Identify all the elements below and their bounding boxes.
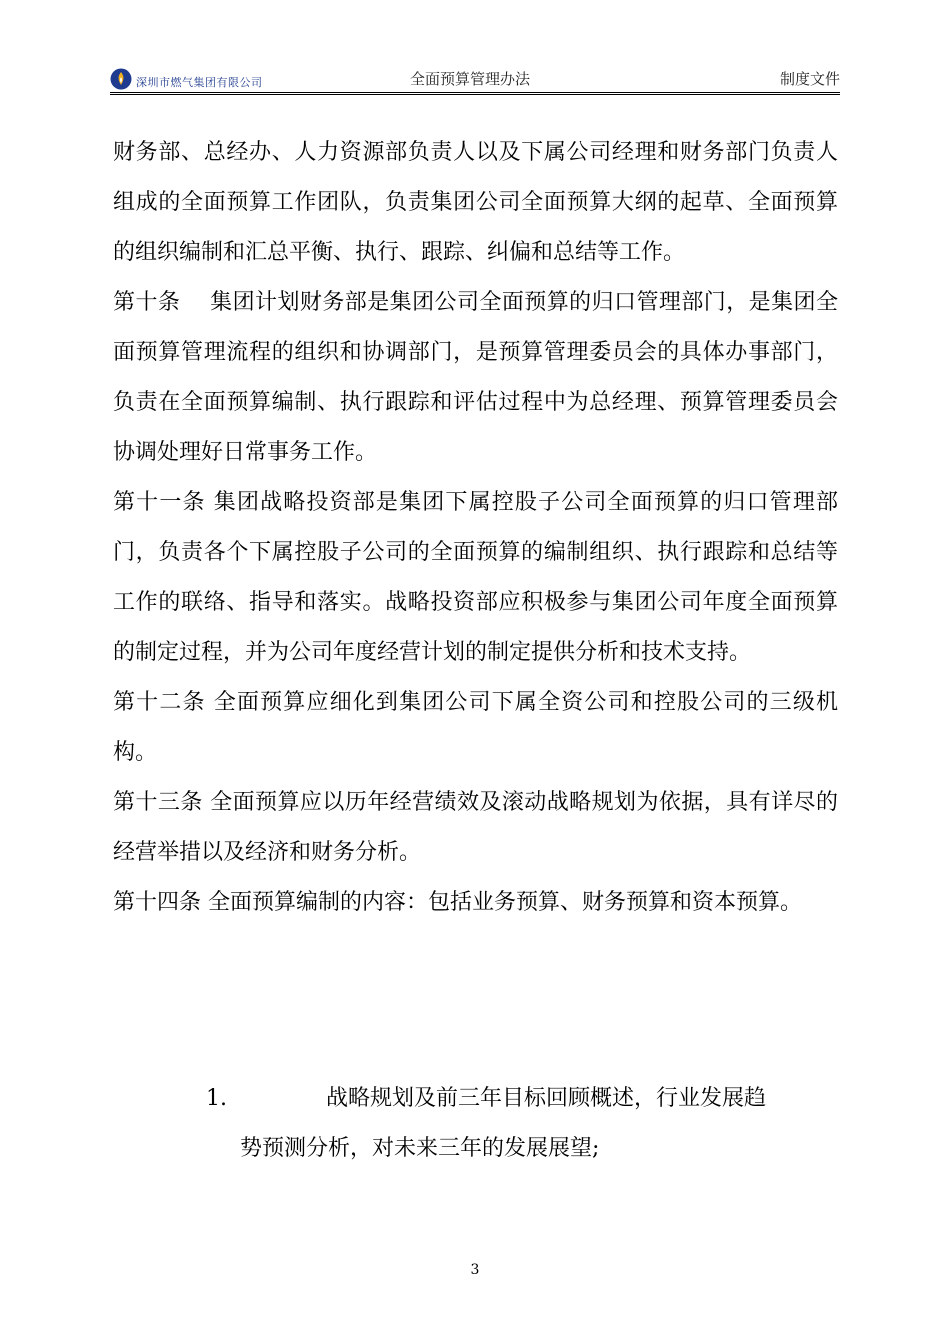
- list-item-text: 战略规划及前三年目标回顾概述，行业发展趋: [326, 1086, 767, 1111]
- page-header: [110, 62, 840, 92]
- paragraph: 财务部、总经办、人力资源部负责人以及下属公司经理和财务部门负责人组成的全面预算工作团队，负责集团公司全面预算大纲的起草、全面预算的组织编制和汇总平衡、执行、跟踪、纠偏和总结等工作。: [113, 140, 838, 265]
- company-name: 深圳市燃气集团有限公司: [136, 76, 263, 89]
- article-11: 第十一条 集团战略投资部是集团下属控股子公司全面预算的归口管理部门，负责各个下属控股子公司的全面预算的编制组织、执行跟踪和总结等工作的联络、指导和落实。战略投资部应积极参与集团公司年度全面预算的制定过程，并为公司年度经营计划的制定提供分析和技术支持。: [113, 490, 838, 665]
- header-divider: [110, 92, 840, 95]
- list-item-text-continued: 势预测分析，对未来三年的发展展望;: [240, 1136, 600, 1161]
- document-type: 制度文件: [779, 70, 840, 88]
- document-title: 全面预算管理办法: [410, 70, 531, 88]
- list-item-number: 1.: [206, 1086, 227, 1111]
- numbered-list-item: [206, 1074, 840, 1174]
- page-number: 3: [470, 1262, 480, 1278]
- document-body: [113, 128, 838, 928]
- article-12: 第十二条 全面预算应细化到集团公司下属全资公司和控股公司的三级机构。: [113, 690, 838, 765]
- article-13: 第十三条 全面预算应以历年经营绩效及滚动战略规划为依据，具有详尽的经营举措以及经济和财务分析。: [113, 790, 838, 865]
- article-14: 第十四条 全面预算编制的内容：包括业务预算、财务预算和资本预算。: [113, 890, 802, 915]
- company-logo-icon: [110, 68, 132, 90]
- article-10: 第十条 集团计划财务部是集团公司全面预算的归口管理部门，是集团全面预算管理流程的组织和协调部门，是预算管理委员会的具体办事部门，负责在全面预算编制、执行跟踪和评估过程中为总经理、预算管理委员会协调处理好日常事务工作。: [113, 290, 838, 465]
